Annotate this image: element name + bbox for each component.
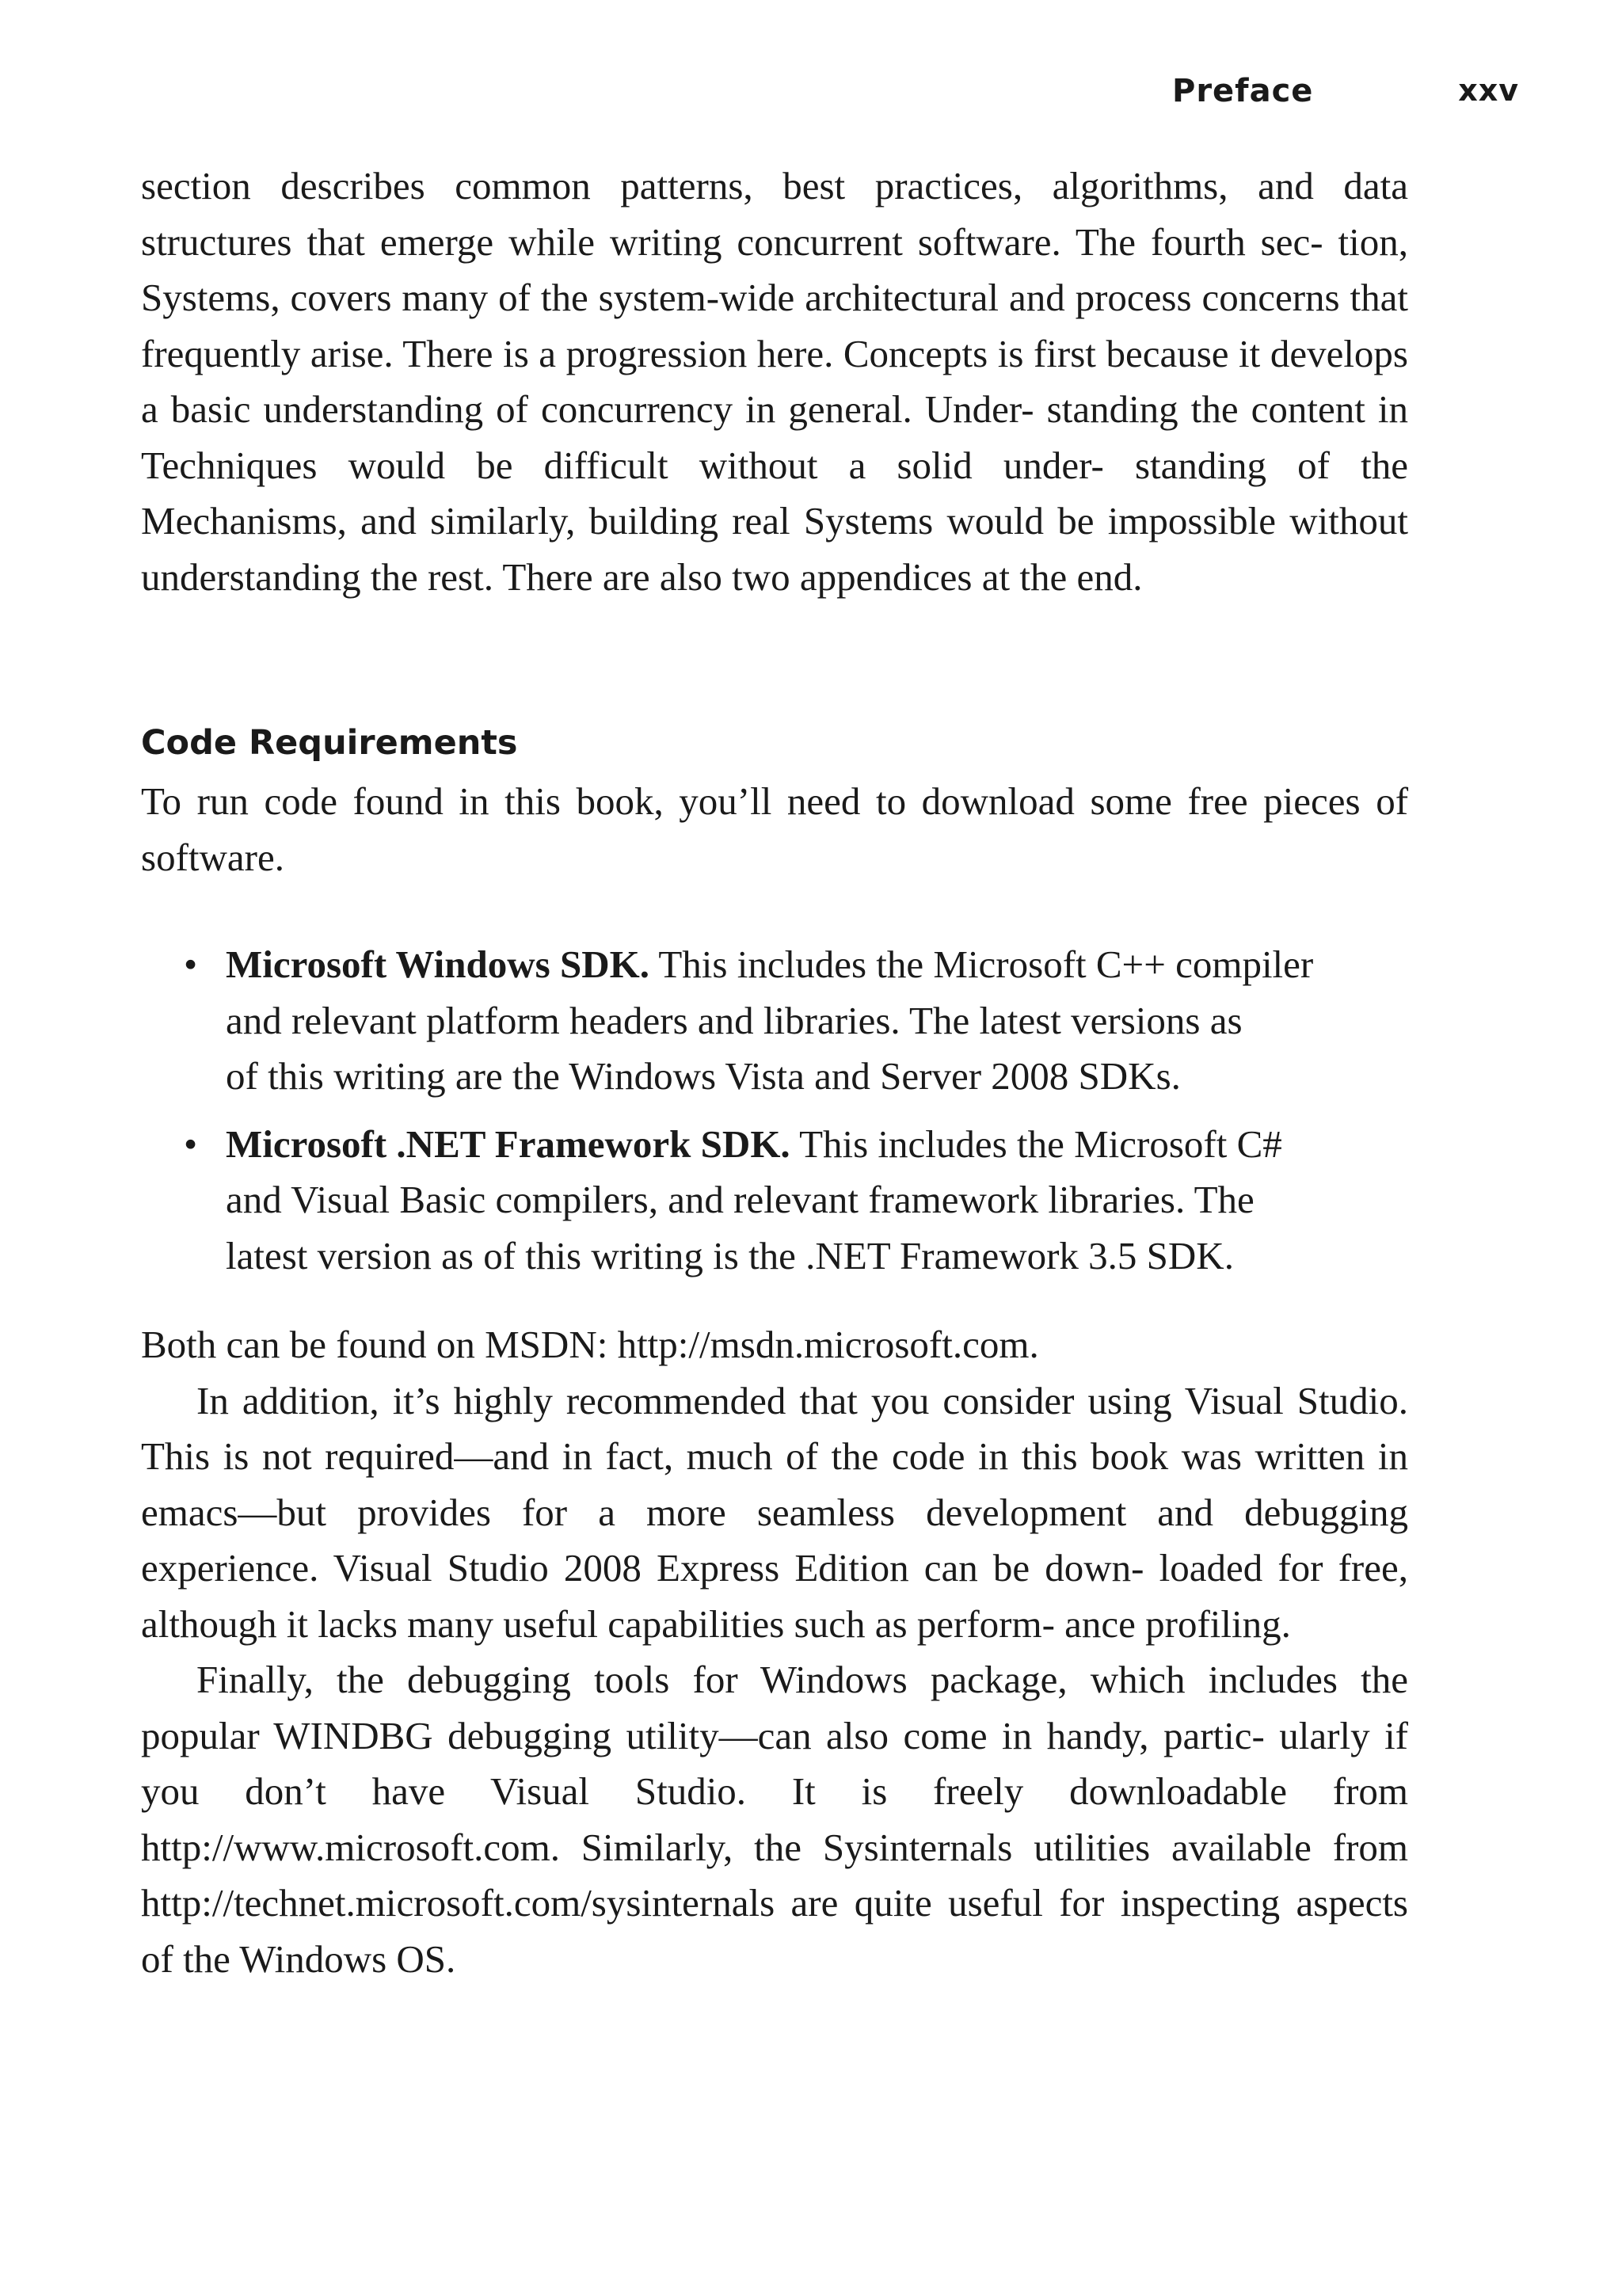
running-head-title: Preface	[1172, 73, 1314, 109]
text-line: Studio. This is not required—and in fact, much of the code in this book was	[141, 1378, 1409, 1478]
text-line: and relevant platform headers and libraries. The latest versions as	[226, 998, 1243, 1042]
text-line: debugging experience. Visual Studio 2008 Express Edition can be down-	[141, 1490, 1408, 1590]
requirements-text	[141, 774, 1408, 885]
list-item-term: Microsoft Windows SDK.	[226, 942, 649, 986]
text-line: of this writing are the Windows Vista and Server 2008 SDKs.	[226, 1054, 1181, 1098]
text-line: In addition, it’s highly recommended that you consider using Visual	[196, 1378, 1284, 1422]
text-line: the popular WINDBG debugging utility—can also come in handy, partic-	[141, 1658, 1409, 1757]
debugging-tools-paragraph	[141, 1652, 1408, 1987]
requirements-intro	[141, 774, 1408, 885]
intro-paragraph	[141, 158, 1408, 605]
text-line: section describes common patterns, best practices, algorithms, and data	[141, 164, 1408, 208]
text-line: and Visual Basic compilers, and relevant framework libraries. The	[226, 1178, 1255, 1221]
text-line: structures that emerge while writing concurrent software. The fourth sec-	[141, 219, 1323, 264]
running-head	[1172, 73, 1519, 120]
text-line: latest version as of this writing is the .NET Framework 3.5 SDK.	[226, 1233, 1234, 1277]
text-line: impossible without understanding the rest. There are also two appendices	[141, 499, 1408, 599]
text-line: standing the content in Techniques would be difficult without a solid under-	[141, 387, 1409, 487]
text-line: ance profiling.	[1064, 1601, 1291, 1646]
section-heading: Code Requirements	[141, 723, 518, 763]
text-line: loaded for free, although it lacks many useful capabilities such as perform-	[141, 1546, 1408, 1646]
text-line: concerns that frequently arise. There is a progression here. Concepts is first	[141, 276, 1409, 375]
text-line: inspecting aspects of the Windows OS.	[141, 1881, 1408, 1981]
text-line: standing of the Mechanisms, and similarly, building real Systems would be	[141, 443, 1408, 543]
text-line: This includes the Microsoft C++ compiler	[658, 942, 1314, 986]
text-line: http://www.microsoft.com. Similarly, the Sysinternals utilities available	[141, 1825, 1312, 1869]
msdn-line: Both can be found on MSDN: http://msdn.microsoft.com.	[141, 1323, 1039, 1366]
text-line: ularly if you don’t have Visual Studio. It is freely downloadable from	[141, 1713, 1409, 1813]
text-line: because it develops a basic understanding of concurrency in general. Under-	[141, 331, 1408, 431]
visual-studio-paragraph	[141, 1373, 1408, 1653]
intro-text	[141, 158, 1408, 605]
text-line: This includes the Microsoft C#	[799, 1121, 1282, 1166]
list-item-term: Microsoft .NET Framework SDK.	[226, 1121, 790, 1166]
text-line: Finally, the debugging tools for Windows package, which includes	[196, 1658, 1338, 1701]
list-item	[141, 1117, 1408, 1285]
text-line: written in emacs—but provides for a more seamless development and	[141, 1434, 1408, 1534]
text-line: from http://technet.microsoft.com/sysinternals are quite useful for	[141, 1825, 1409, 1925]
list-item	[141, 937, 1408, 1105]
closing-section	[141, 1317, 1408, 1987]
page-number: xxv	[1458, 73, 1519, 108]
text-line: at the end.	[981, 554, 1143, 599]
text-line: tion, Systems, covers many of the system-wide architectural and process	[141, 219, 1409, 319]
bullet-icon: •	[184, 1121, 198, 1166]
requirements-list	[141, 937, 1408, 1296]
bullet-icon: •	[184, 942, 198, 986]
text-line: of software.	[141, 779, 1409, 879]
text-line: To run code found in this book, you’ll need to download some free pieces	[141, 779, 1361, 823]
